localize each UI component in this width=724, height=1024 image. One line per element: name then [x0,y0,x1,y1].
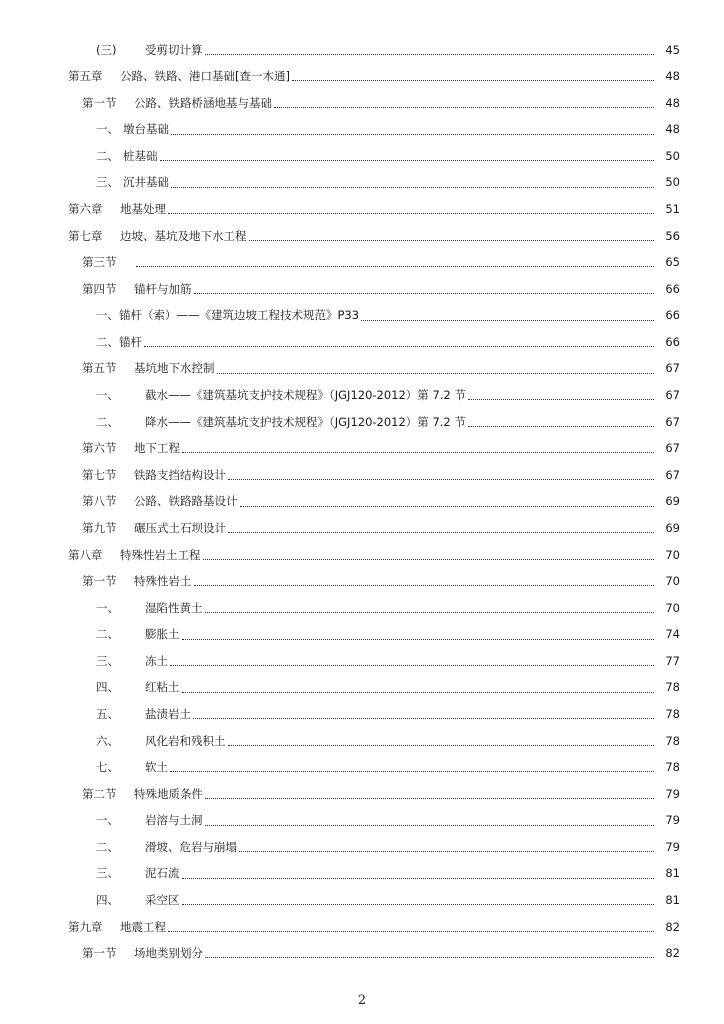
dot-leader [217,373,655,374]
toc-entry[interactable] [0,223,724,250]
toc-entry[interactable] [0,90,724,117]
toc-entry-title: 截水——《建筑基坑支护技术规程》（JGJ120-2012）第 7.2 节 [145,388,466,403]
dot-leader [170,771,654,772]
toc-entry-title: 桩基础 [123,148,158,163]
dot-leader [205,825,655,826]
toc-entry[interactable] [0,143,724,170]
toc-entry-number: 二、 [96,414,119,429]
toc-entry-page: 81 [665,866,680,881]
toc-entry-page: 78 [665,680,680,695]
toc-entry-number: 第一节 [82,95,117,110]
dot-leader [205,612,655,613]
toc-entry[interactable] [0,303,724,330]
toc-entry-page: 81 [665,893,680,908]
toc-entry-page: 67 [665,388,680,403]
dot-leader [160,160,655,161]
toc-entry-page: 69 [665,520,680,535]
toc-entry[interactable] [0,383,724,410]
dot-leader [182,639,655,640]
toc-entry-number: 第五章 [68,69,103,84]
toc-entry[interactable] [0,117,724,144]
toc-entry-title: 公路、铁路、港口基础[查一木通] [120,69,290,84]
dot-leader [228,745,655,746]
dot-leader [240,506,655,507]
toc-entry-title: 地震工程 [120,919,166,934]
toc-entry[interactable] [0,436,724,463]
toc-entry-title: 特殊地质条件 [134,786,203,801]
toc-entry-title: 铁路支挡结构设计 [134,467,226,482]
toc-entry-number: 四、 [96,680,119,695]
page-number: 2 [357,993,367,1008]
toc-entry[interactable] [0,329,724,356]
toc-entry-page: 74 [665,627,680,642]
toc-entry[interactable] [0,675,724,702]
toc-entry-number: 第六节 [82,441,117,456]
toc-entry-number: 第三节 [82,255,117,270]
dot-leader [194,293,655,294]
toc-entry[interactable] [0,37,724,64]
dot-leader [203,559,655,560]
toc-entry-number: 五、 [96,706,119,721]
toc-entry-title: 特殊性岩土 [134,574,192,589]
table-of-contents [0,37,724,967]
toc-entry-number: 第一节 [82,574,117,589]
dot-leader [182,452,654,453]
toc-entry-title: 地基处理 [120,202,166,216]
toc-entry-number: (三) [96,42,117,57]
toc-entry[interactable] [0,250,724,277]
toc-entry-number: 一、 [96,813,119,828]
toc-entry-page: 48 [665,95,680,110]
toc-entry-page: 67 [665,361,680,376]
toc-entry-title: 泥石流 [145,866,180,881]
dot-leader [193,718,654,719]
toc-entry[interactable] [0,462,724,489]
toc-entry-number: 一、 [96,122,119,137]
toc-entry-number: 第九节 [82,520,117,535]
toc-entry-page: 82 [665,946,680,961]
toc-entry[interactable] [0,834,724,861]
toc-entry-title: 地下工程 [134,441,180,456]
toc-entry-page: 48 [665,69,680,84]
toc-entry-page: 67 [665,441,680,456]
toc-entry[interactable] [0,701,724,728]
toc-entry-title: 沉井基础 [123,175,169,190]
toc-entry-title: 边坡、基坑及地下水工程 [120,228,247,243]
toc-entry-page: 50 [665,175,680,190]
dot-leader [205,798,654,799]
toc-entry-title: 公路、铁路桥涵地基与基础 [134,95,272,110]
toc-entry-number: 二、 [96,839,119,854]
toc-entry-title: 基坑地下水控制 [134,361,215,376]
toc-entry-page: 51 [665,202,680,216]
toc-entry-page: 77 [665,653,680,668]
toc-entry-number: 二、 [96,627,119,642]
toc-entry-title: 场地类别划分 [134,946,203,961]
toc-entry-page: 78 [665,706,680,721]
dot-leader [228,532,654,533]
toc-entry-page: 79 [665,813,680,828]
toc-entry[interactable] [0,808,724,835]
toc-entry-number: 第七章 [68,228,103,243]
toc-entry[interactable] [0,276,724,303]
toc-entry-title: 红粘土 [145,680,180,695]
toc-entry-title: 滑坡、危岩与崩塌 [145,839,237,854]
toc-entry-page: 66 [665,281,680,296]
toc-entry-number: 第八节 [82,494,117,509]
toc-entry-page: 70 [665,574,680,589]
dot-leader [194,585,655,586]
toc-entry-number: 一、 [96,388,119,403]
toc-entry-title: 降水——《建筑基坑支护技术规程》（JGJ120-2012）第 7.2 节 [145,414,466,429]
dot-leader [170,665,654,666]
toc-entry-number: 第七节 [82,467,117,482]
dot-leader [292,80,654,81]
toc-entry-title: 一、锚杆（索）——《建筑边坡工程技术规范》P33 [96,308,360,323]
toc-entry-number: 第九章 [68,919,103,934]
toc-entry-title: 墩台基础 [123,122,169,137]
toc-entry[interactable] [0,648,724,675]
toc-entry-number: 三、 [96,653,119,668]
toc-entry[interactable] [0,409,724,436]
toc-entry-page: 67 [665,414,680,429]
dot-leader [361,320,654,321]
toc-entry-number: 三、 [96,866,119,881]
toc-entry-title: 风化岩和残积土 [145,733,226,748]
toc-entry-page: 56 [665,228,680,243]
toc-entry-number: 三、 [96,175,119,190]
dot-leader [239,851,654,852]
toc-entry[interactable] [0,542,724,569]
toc-entry[interactable] [0,489,724,516]
toc-entry-page: 78 [665,733,680,748]
dot-leader [274,107,654,108]
toc-entry-number: 第一节 [82,946,117,961]
toc-entry-title: 盐渍岩土 [145,706,191,721]
toc-entry-page: 66 [665,308,680,323]
toc-entry-page: 79 [665,786,680,801]
dot-leader [468,399,654,400]
toc-entry-page: 70 [665,547,680,562]
dot-leader [168,931,654,932]
toc-entry-title: 锚杆与加筋 [134,281,192,296]
toc-entry-number: 第四节 [82,281,117,296]
toc-entry[interactable] [0,569,724,596]
toc-entry-number: 第六章 [68,202,103,216]
toc-entry[interactable] [0,914,724,941]
toc-entry[interactable] [0,595,724,622]
toc-entry-title: 岩溶与土洞 [145,813,203,828]
dot-leader [228,479,654,480]
dot-leader [182,878,655,879]
dot-leader [205,54,655,55]
dot-leader [171,187,654,188]
toc-entry[interactable] [0,196,724,223]
toc-entry-page: 45 [665,42,680,57]
toc-entry[interactable] [0,64,724,91]
toc-entry-page: 67 [665,467,680,482]
toc-entry[interactable] [0,622,724,649]
toc-entry-title: 受剪切计算 [145,42,203,57]
toc-entry[interactable] [0,861,724,888]
toc-entry-number: 第五节 [82,361,117,376]
toc-entry[interactable] [0,888,724,915]
dot-leader [136,266,654,267]
toc-entry-title: 公路、铁路路基设计 [134,494,238,509]
toc-entry-number: 第八章 [68,547,103,562]
toc-entry[interactable] [0,515,724,542]
dot-leader [171,134,654,135]
toc-entry-page: 48 [665,122,680,137]
toc-entry-page: 79 [665,839,680,854]
toc-entry-title: 碾压式土石坝设计 [134,520,226,535]
toc-entry-number: 四、 [96,893,119,908]
toc-entry-title: 特殊性岩土工程 [120,547,201,562]
toc-entry-page: 78 [665,760,680,775]
dot-leader [168,213,654,214]
toc-entry[interactable] [0,728,724,755]
toc-entry[interactable] [0,356,724,383]
toc-entry[interactable] [0,170,724,197]
toc-entry-page: 65 [665,255,680,270]
dot-leader [182,904,655,905]
toc-entry-title: 二、锚杆 [96,334,142,349]
toc-entry-title: 湿陷性黄土 [145,600,203,615]
toc-entry-title: 软土 [145,760,168,775]
toc-entry-number: 六、 [96,733,119,748]
toc-entry[interactable] [0,941,724,968]
toc-entry-number: 七、 [96,760,119,775]
dot-leader [249,240,655,241]
toc-entry-page: 82 [665,919,680,934]
toc-entry-page: 50 [665,148,680,163]
dot-leader [144,346,654,347]
toc-entry[interactable] [0,755,724,782]
dot-leader [205,957,654,958]
toc-entry-title: 采空区 [145,893,180,908]
toc-entry-number: 第二节 [82,786,117,801]
toc-entry-page: 66 [665,334,680,349]
dot-leader [182,692,655,693]
toc-entry-number: 二、 [96,148,119,163]
dot-leader [468,426,654,427]
toc-entry-title: 膨胀土 [145,627,180,642]
toc-entry[interactable] [0,781,724,808]
toc-entry-page: 70 [665,600,680,615]
toc-entry-title: 冻土 [145,653,168,668]
toc-entry-page: 69 [665,494,680,509]
toc-entry-number: 一、 [96,600,119,615]
